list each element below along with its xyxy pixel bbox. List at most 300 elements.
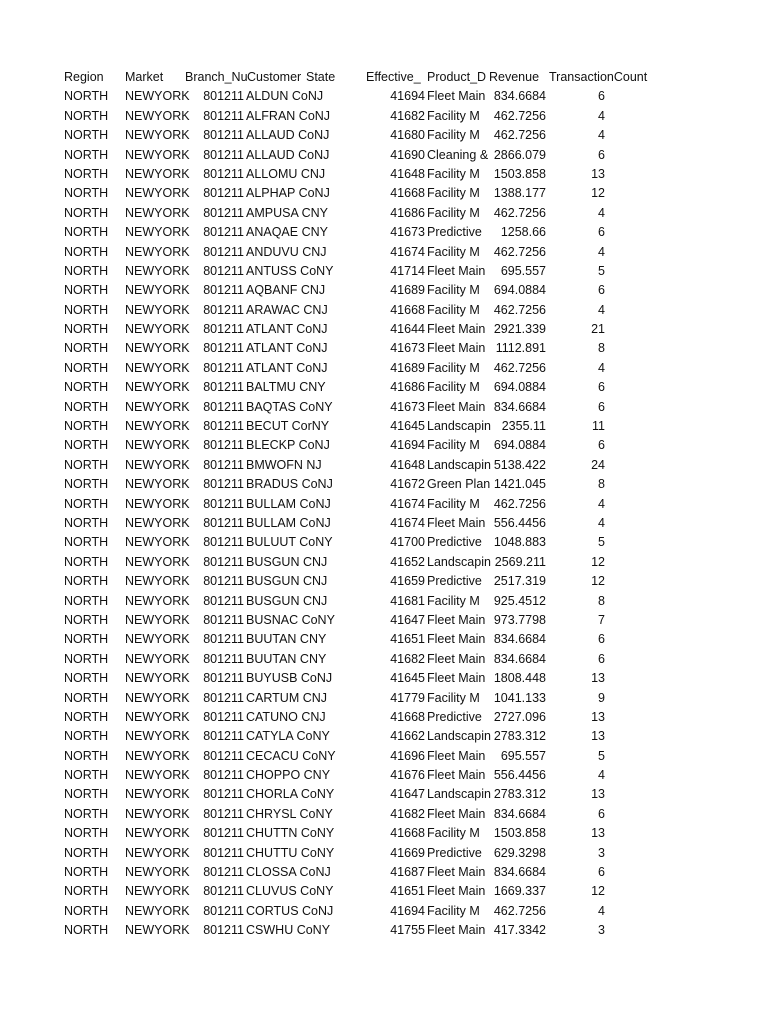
effective-cell[interactable]: 41755 [390, 923, 425, 938]
product-cell[interactable]: Predictive [427, 574, 482, 589]
customer-cell[interactable]: BECUT CorNY [246, 419, 330, 434]
market-cell[interactable]: NEWYORK [125, 166, 190, 181]
branch-cell[interactable]: 801211 [203, 884, 244, 899]
effective-cell[interactable]: 41690 [390, 147, 425, 162]
market-cell[interactable]: NEWYORK [125, 651, 190, 666]
effective-cell[interactable]: 41694 [390, 903, 425, 918]
branch-cell[interactable]: 801211 [203, 244, 244, 259]
header-effective[interactable]: Effective_ [366, 70, 421, 84]
revenue-cell[interactable]: 2727.096 [493, 709, 546, 724]
product-cell[interactable]: Facility M [427, 496, 480, 511]
product-cell[interactable]: Facility M [427, 186, 480, 201]
revenue-cell[interactable]: 1503.858 [493, 166, 546, 181]
customer-cell[interactable]: BUSGUN CNJ [246, 593, 328, 608]
revenue-cell[interactable]: 1112.891 [495, 341, 546, 356]
effective-cell[interactable]: 41647 [390, 787, 425, 802]
revenue-cell[interactable]: 5138.422 [493, 457, 546, 472]
region-cell[interactable]: NORTH [64, 729, 109, 744]
market-cell[interactable]: NEWYORK [125, 419, 190, 434]
region-cell[interactable]: NORTH [64, 612, 109, 627]
effective-cell[interactable]: 41687 [390, 865, 425, 880]
revenue-cell[interactable]: 1503.858 [493, 826, 546, 841]
effective-cell[interactable]: 41673 [390, 225, 425, 240]
region-cell[interactable]: NORTH [64, 845, 109, 860]
effective-cell[interactable]: 41674 [390, 515, 425, 530]
revenue-cell[interactable]: 462.7256 [493, 302, 546, 317]
market-cell[interactable]: NEWYORK [125, 128, 190, 143]
header-transaction-count[interactable]: TransactionCount [549, 70, 648, 84]
product-cell[interactable]: Landscapin [427, 729, 491, 744]
region-cell[interactable]: NORTH [64, 651, 109, 666]
effective-cell[interactable]: 41714 [390, 263, 425, 278]
market-cell[interactable]: NEWYORK [125, 263, 190, 278]
transaction-count-cell[interactable]: 5 [598, 748, 605, 763]
effective-cell[interactable]: 41696 [390, 748, 425, 763]
product-cell[interactable]: Predictive [427, 225, 482, 240]
product-cell[interactable]: Fleet Main [427, 89, 486, 104]
region-cell[interactable]: NORTH [64, 341, 109, 356]
effective-cell[interactable]: 41673 [390, 341, 425, 356]
effective-cell[interactable]: 41673 [390, 399, 425, 414]
market-cell[interactable]: NEWYORK [125, 399, 190, 414]
transaction-count-cell[interactable]: 4 [598, 496, 605, 511]
customer-cell[interactable]: BUSGUN CNJ [246, 574, 328, 589]
customer-cell[interactable]: CHORLA CoNY [246, 787, 335, 802]
header-revenue[interactable]: Revenue [489, 70, 540, 84]
branch-cell[interactable]: 801211 [203, 147, 244, 162]
revenue-cell[interactable]: 1808.448 [493, 671, 546, 686]
market-cell[interactable]: NEWYORK [125, 768, 190, 783]
transaction-count-cell[interactable]: 8 [598, 341, 605, 356]
transaction-count-cell[interactable]: 6 [598, 283, 605, 298]
market-cell[interactable]: NEWYORK [125, 225, 190, 240]
branch-cell[interactable]: 801211 [203, 419, 244, 434]
revenue-cell[interactable]: 973.7798 [493, 612, 546, 627]
effective-cell[interactable]: 41682 [390, 651, 425, 666]
product-cell[interactable]: Fleet Main [427, 612, 486, 627]
revenue-cell[interactable]: 2355.11 [501, 419, 546, 434]
effective-cell[interactable]: 41668 [390, 826, 425, 841]
effective-cell[interactable]: 41700 [390, 535, 425, 550]
region-cell[interactable]: NORTH [64, 903, 109, 918]
customer-cell[interactable]: AQBANF CNJ [246, 283, 326, 298]
region-cell[interactable]: NORTH [64, 302, 109, 317]
revenue-cell[interactable]: 556.4456 [493, 768, 546, 783]
customer-cell[interactable]: ANDUVU CNJ [246, 244, 327, 259]
branch-cell[interactable]: 801211 [203, 360, 244, 375]
transaction-count-cell[interactable]: 21 [591, 322, 605, 337]
customer-cell[interactable]: CATYLA CoNY [246, 729, 330, 744]
effective-cell[interactable]: 41682 [390, 108, 425, 123]
customer-cell[interactable]: CECACU CoNY [246, 748, 336, 763]
region-cell[interactable]: NORTH [64, 419, 109, 434]
branch-cell[interactable]: 801211 [203, 380, 244, 395]
region-cell[interactable]: NORTH [64, 671, 109, 686]
market-cell[interactable]: NEWYORK [125, 108, 190, 123]
effective-cell[interactable]: 41647 [390, 612, 425, 627]
market-cell[interactable]: NEWYORK [125, 205, 190, 220]
region-cell[interactable]: NORTH [64, 748, 109, 763]
region-cell[interactable]: NORTH [64, 535, 109, 550]
customer-cell[interactable]: AMPUSA CNY [246, 205, 328, 220]
branch-cell[interactable]: 801211 [203, 166, 244, 181]
product-cell[interactable]: Green Plan [427, 477, 491, 492]
region-cell[interactable]: NORTH [64, 89, 109, 104]
effective-cell[interactable]: 41694 [390, 89, 425, 104]
market-cell[interactable]: NEWYORK [125, 632, 190, 647]
revenue-cell[interactable]: 629.3298 [493, 845, 546, 860]
revenue-cell[interactable]: 2866.079 [493, 147, 546, 162]
effective-cell[interactable]: 41652 [390, 554, 425, 569]
region-cell[interactable]: NORTH [64, 128, 109, 143]
product-cell[interactable]: Facility M [427, 903, 480, 918]
region-cell[interactable]: NORTH [64, 360, 109, 375]
effective-cell[interactable]: 41645 [390, 419, 425, 434]
product-cell[interactable]: Facility M [427, 690, 480, 705]
transaction-count-cell[interactable]: 12 [591, 554, 605, 569]
transaction-count-cell[interactable]: 4 [598, 302, 605, 317]
effective-cell[interactable]: 41686 [390, 380, 425, 395]
market-cell[interactable]: NEWYORK [125, 496, 190, 511]
transaction-count-cell[interactable]: 4 [598, 360, 605, 375]
header-market[interactable]: Market [125, 70, 164, 84]
product-cell[interactable]: Predictive [427, 845, 482, 860]
region-cell[interactable]: NORTH [64, 574, 109, 589]
header-region[interactable]: Region [64, 70, 104, 84]
customer-cell[interactable]: ALLOMU CNJ [246, 166, 326, 181]
product-cell[interactable]: Fleet Main [427, 865, 486, 880]
product-cell[interactable]: Facility M [427, 205, 480, 220]
revenue-cell[interactable]: 1388.177 [493, 186, 546, 201]
branch-cell[interactable]: 801211 [203, 283, 244, 298]
branch-cell[interactable]: 801211 [203, 399, 244, 414]
branch-cell[interactable]: 801211 [203, 806, 244, 821]
transaction-count-cell[interactable]: 13 [591, 826, 605, 841]
customer-cell[interactable]: ALFRAN CoNJ [246, 108, 331, 123]
product-cell[interactable]: Fleet Main [427, 806, 486, 821]
product-cell[interactable]: Facility M [427, 302, 480, 317]
revenue-cell[interactable]: 1258.66 [500, 225, 546, 240]
effective-cell[interactable]: 41662 [390, 729, 425, 744]
branch-cell[interactable]: 801211 [203, 205, 244, 220]
customer-cell[interactable]: CLUVUS CoNY [246, 884, 334, 899]
revenue-cell[interactable]: 834.6684 [493, 865, 546, 880]
customer-cell[interactable]: ALDUN CoNJ [246, 89, 324, 104]
branch-cell[interactable]: 801211 [203, 923, 244, 938]
transaction-count-cell[interactable]: 4 [598, 903, 605, 918]
branch-cell[interactable]: 801211 [203, 787, 244, 802]
transaction-count-cell[interactable]: 4 [598, 108, 605, 123]
effective-cell[interactable]: 41672 [390, 477, 425, 492]
customer-cell[interactable]: CHUTTN CoNY [246, 826, 335, 841]
transaction-count-cell[interactable]: 4 [598, 768, 605, 783]
region-cell[interactable]: NORTH [64, 283, 109, 298]
market-cell[interactable]: NEWYORK [125, 729, 190, 744]
branch-cell[interactable]: 801211 [203, 496, 244, 511]
effective-cell[interactable]: 41651 [390, 884, 425, 899]
customer-cell[interactable]: CHOPPO CNY [246, 768, 331, 783]
transaction-count-cell[interactable]: 12 [591, 186, 605, 201]
product-cell[interactable]: Fleet Main [427, 651, 486, 666]
branch-cell[interactable]: 801211 [203, 457, 244, 472]
region-cell[interactable]: NORTH [64, 225, 109, 240]
branch-cell[interactable]: 801211 [203, 89, 244, 104]
transaction-count-cell[interactable]: 8 [598, 593, 605, 608]
product-cell[interactable]: Facility M [427, 360, 480, 375]
branch-cell[interactable]: 801211 [203, 865, 244, 880]
branch-cell[interactable]: 801211 [203, 845, 244, 860]
transaction-count-cell[interactable]: 6 [598, 806, 605, 821]
market-cell[interactable]: NEWYORK [125, 438, 190, 453]
revenue-cell[interactable]: 2569.211 [494, 554, 546, 569]
branch-cell[interactable]: 801211 [203, 903, 244, 918]
transaction-count-cell[interactable]: 13 [591, 729, 605, 744]
region-cell[interactable]: NORTH [64, 108, 109, 123]
product-cell[interactable]: Facility M [427, 244, 480, 259]
market-cell[interactable]: NEWYORK [125, 302, 190, 317]
effective-cell[interactable]: 41644 [390, 322, 425, 337]
market-cell[interactable]: NEWYORK [125, 244, 190, 259]
customer-cell[interactable]: ALLAUD CoNJ [246, 128, 330, 143]
transaction-count-cell[interactable]: 24 [591, 457, 605, 472]
market-cell[interactable]: NEWYORK [125, 89, 190, 104]
revenue-cell[interactable]: 556.4456 [493, 515, 546, 530]
region-cell[interactable]: NORTH [64, 554, 109, 569]
transaction-count-cell[interactable]: 6 [598, 399, 605, 414]
market-cell[interactable]: NEWYORK [125, 748, 190, 763]
transaction-count-cell[interactable]: 12 [591, 574, 605, 589]
product-cell[interactable]: Facility M [427, 826, 480, 841]
customer-cell[interactable]: ATLANT CoNJ [246, 341, 328, 356]
effective-cell[interactable]: 41668 [390, 302, 425, 317]
revenue-cell[interactable]: 694.0884 [493, 438, 546, 453]
market-cell[interactable]: NEWYORK [125, 515, 190, 530]
customer-cell[interactable]: BULLAM CoNJ [246, 496, 331, 511]
effective-cell[interactable]: 41779 [390, 690, 425, 705]
transaction-count-cell[interactable]: 13 [591, 709, 605, 724]
revenue-cell[interactable]: 834.6684 [493, 806, 546, 821]
transaction-count-cell[interactable]: 8 [598, 477, 605, 492]
market-cell[interactable]: NEWYORK [125, 806, 190, 821]
product-cell[interactable]: Fleet Main [427, 632, 486, 647]
revenue-cell[interactable]: 834.6684 [493, 632, 546, 647]
branch-cell[interactable]: 801211 [203, 651, 244, 666]
header-customer[interactable]: Customer [247, 70, 302, 84]
branch-cell[interactable]: 801211 [203, 748, 244, 763]
region-cell[interactable]: NORTH [64, 709, 109, 724]
region-cell[interactable]: NORTH [64, 632, 109, 647]
customer-cell[interactable]: BUYUSB CoNJ [246, 671, 333, 686]
product-cell[interactable]: Facility M [427, 593, 480, 608]
transaction-count-cell[interactable]: 5 [598, 263, 605, 278]
customer-cell[interactable]: ANTUSS CoNY [246, 263, 334, 278]
revenue-cell[interactable]: 462.7256 [493, 205, 546, 220]
market-cell[interactable]: NEWYORK [125, 186, 190, 201]
revenue-cell[interactable]: 834.6684 [493, 651, 546, 666]
market-cell[interactable]: NEWYORK [125, 787, 190, 802]
revenue-cell[interactable]: 834.6684 [493, 89, 546, 104]
transaction-count-cell[interactable]: 5 [598, 535, 605, 550]
product-cell[interactable]: Fleet Main [427, 923, 486, 938]
transaction-count-cell[interactable]: 9 [598, 690, 605, 705]
customer-cell[interactable]: BULLAM CoNJ [246, 515, 331, 530]
transaction-count-cell[interactable]: 11 [592, 419, 605, 434]
branch-cell[interactable]: 801211 [203, 671, 244, 686]
region-cell[interactable]: NORTH [64, 496, 109, 511]
region-cell[interactable]: NORTH [64, 166, 109, 181]
product-cell[interactable]: Facility M [427, 166, 480, 181]
product-cell[interactable]: Fleet Main [427, 341, 486, 356]
product-cell[interactable]: Facility M [427, 108, 480, 123]
market-cell[interactable]: NEWYORK [125, 341, 190, 356]
product-cell[interactable]: Fleet Main [427, 884, 486, 899]
customer-cell[interactable]: BRADUS CoNJ [246, 477, 333, 492]
transaction-count-cell[interactable]: 6 [598, 225, 605, 240]
revenue-cell[interactable]: 462.7256 [493, 128, 546, 143]
revenue-cell[interactable]: 462.7256 [493, 108, 546, 123]
customer-cell[interactable]: ARAWAC CNJ [246, 302, 328, 317]
customer-cell[interactable]: CSWHU CoNY [246, 923, 331, 938]
customer-cell[interactable]: BLECKP CoNJ [246, 438, 330, 453]
revenue-cell[interactable]: 834.6684 [493, 399, 546, 414]
transaction-count-cell[interactable]: 3 [598, 923, 605, 938]
market-cell[interactable]: NEWYORK [125, 671, 190, 686]
transaction-count-cell[interactable]: 7 [598, 612, 605, 627]
transaction-count-cell[interactable]: 13 [591, 671, 605, 686]
product-cell[interactable]: Fleet Main [427, 768, 486, 783]
branch-cell[interactable]: 801211 [203, 709, 244, 724]
revenue-cell[interactable]: 2783.312 [493, 729, 546, 744]
market-cell[interactable]: NEWYORK [125, 612, 190, 627]
customer-cell[interactable]: CORTUS CoNJ [246, 903, 334, 918]
branch-cell[interactable]: 801211 [203, 263, 244, 278]
branch-cell[interactable]: 801211 [203, 632, 244, 647]
product-cell[interactable]: Landscapin [427, 787, 491, 802]
revenue-cell[interactable]: 695.557 [500, 263, 546, 278]
header-state[interactable]: State [306, 70, 336, 84]
transaction-count-cell[interactable]: 6 [598, 651, 605, 666]
effective-cell[interactable]: 41686 [390, 205, 425, 220]
effective-cell[interactable]: 41680 [390, 128, 425, 143]
region-cell[interactable]: NORTH [64, 787, 109, 802]
branch-cell[interactable]: 801211 [203, 477, 244, 492]
customer-cell[interactable]: CATUNO CNJ [246, 709, 326, 724]
effective-cell[interactable]: 41668 [390, 709, 425, 724]
market-cell[interactable]: NEWYORK [125, 360, 190, 375]
product-cell[interactable]: Predictive [427, 709, 482, 724]
effective-cell[interactable]: 41648 [390, 457, 425, 472]
market-cell[interactable]: NEWYORK [125, 147, 190, 162]
revenue-cell[interactable]: 462.7256 [493, 360, 546, 375]
revenue-cell[interactable]: 462.7256 [493, 903, 546, 918]
customer-cell[interactable]: BAQTAS CoNY [246, 399, 333, 414]
effective-cell[interactable]: 41668 [390, 186, 425, 201]
branch-cell[interactable]: 801211 [203, 302, 244, 317]
product-cell[interactable]: Landscapin [427, 419, 491, 434]
branch-cell[interactable]: 801211 [203, 554, 244, 569]
revenue-cell[interactable]: 2921.339 [493, 322, 546, 337]
market-cell[interactable]: NEWYORK [125, 322, 190, 337]
transaction-count-cell[interactable]: 6 [598, 147, 605, 162]
product-cell[interactable]: Fleet Main [427, 748, 486, 763]
product-cell[interactable]: Facility M [427, 380, 480, 395]
region-cell[interactable]: NORTH [64, 923, 109, 938]
product-cell[interactable]: Fleet Main [427, 399, 486, 414]
branch-cell[interactable]: 801211 [203, 593, 244, 608]
region-cell[interactable]: NORTH [64, 205, 109, 220]
header-branch-number[interactable]: Branch_Nu [185, 70, 248, 84]
transaction-count-cell[interactable]: 4 [598, 128, 605, 143]
revenue-cell[interactable]: 694.0884 [493, 380, 546, 395]
product-cell[interactable]: Predictive [427, 535, 482, 550]
customer-cell[interactable]: BUUTAN CNY [246, 651, 327, 666]
effective-cell[interactable]: 41645 [390, 671, 425, 686]
transaction-count-cell[interactable]: 6 [598, 380, 605, 395]
revenue-cell[interactable]: 695.557 [500, 748, 546, 763]
effective-cell[interactable]: 41651 [390, 632, 425, 647]
effective-cell[interactable]: 41674 [390, 496, 425, 511]
market-cell[interactable]: NEWYORK [125, 690, 190, 705]
region-cell[interactable]: NORTH [64, 457, 109, 472]
market-cell[interactable]: NEWYORK [125, 923, 190, 938]
market-cell[interactable]: NEWYORK [125, 477, 190, 492]
branch-cell[interactable]: 801211 [203, 574, 244, 589]
revenue-cell[interactable]: 1669.337 [493, 884, 546, 899]
region-cell[interactable]: NORTH [64, 399, 109, 414]
market-cell[interactable]: NEWYORK [125, 593, 190, 608]
market-cell[interactable]: NEWYORK [125, 574, 190, 589]
effective-cell[interactable]: 41689 [390, 283, 425, 298]
branch-cell[interactable]: 801211 [203, 128, 244, 143]
region-cell[interactable]: NORTH [64, 806, 109, 821]
revenue-cell[interactable]: 1041.133 [493, 690, 546, 705]
product-cell[interactable]: Facility M [427, 283, 480, 298]
revenue-cell[interactable]: 462.7256 [493, 496, 546, 511]
market-cell[interactable]: NEWYORK [125, 283, 190, 298]
revenue-cell[interactable]: 694.0884 [493, 283, 546, 298]
market-cell[interactable]: NEWYORK [125, 380, 190, 395]
effective-cell[interactable]: 41694 [390, 438, 425, 453]
customer-cell[interactable]: CLOSSA CoNJ [246, 865, 331, 880]
effective-cell[interactable]: 41676 [390, 768, 425, 783]
branch-cell[interactable]: 801211 [203, 768, 244, 783]
customer-cell[interactable]: BMWOFN NJ [246, 457, 322, 472]
effective-cell[interactable]: 41659 [390, 574, 425, 589]
branch-cell[interactable]: 801211 [203, 826, 244, 841]
customer-cell[interactable]: BULUUT CoNY [246, 535, 333, 550]
product-cell[interactable]: Fleet Main [427, 671, 486, 686]
region-cell[interactable]: NORTH [64, 515, 109, 530]
customer-cell[interactable]: ANAQAE CNY [246, 225, 328, 240]
customer-cell[interactable]: CARTUM CNJ [246, 690, 328, 705]
transaction-count-cell[interactable]: 4 [598, 515, 605, 530]
transaction-count-cell[interactable]: 6 [598, 89, 605, 104]
product-cell[interactable]: Cleaning & [427, 147, 489, 162]
customer-cell[interactable]: CHUTTU CoNY [246, 845, 335, 860]
transaction-count-cell[interactable]: 13 [591, 787, 605, 802]
region-cell[interactable]: NORTH [64, 865, 109, 880]
customer-cell[interactable]: BALTMU CNY [246, 380, 326, 395]
branch-cell[interactable]: 801211 [203, 322, 244, 337]
region-cell[interactable]: NORTH [64, 186, 109, 201]
region-cell[interactable]: NORTH [64, 438, 109, 453]
revenue-cell[interactable]: 1048.883 [493, 535, 546, 550]
effective-cell[interactable]: 41674 [390, 244, 425, 259]
product-cell[interactable]: Facility M [427, 128, 480, 143]
region-cell[interactable]: NORTH [64, 826, 109, 841]
region-cell[interactable]: NORTH [64, 593, 109, 608]
region-cell[interactable]: NORTH [64, 147, 109, 162]
